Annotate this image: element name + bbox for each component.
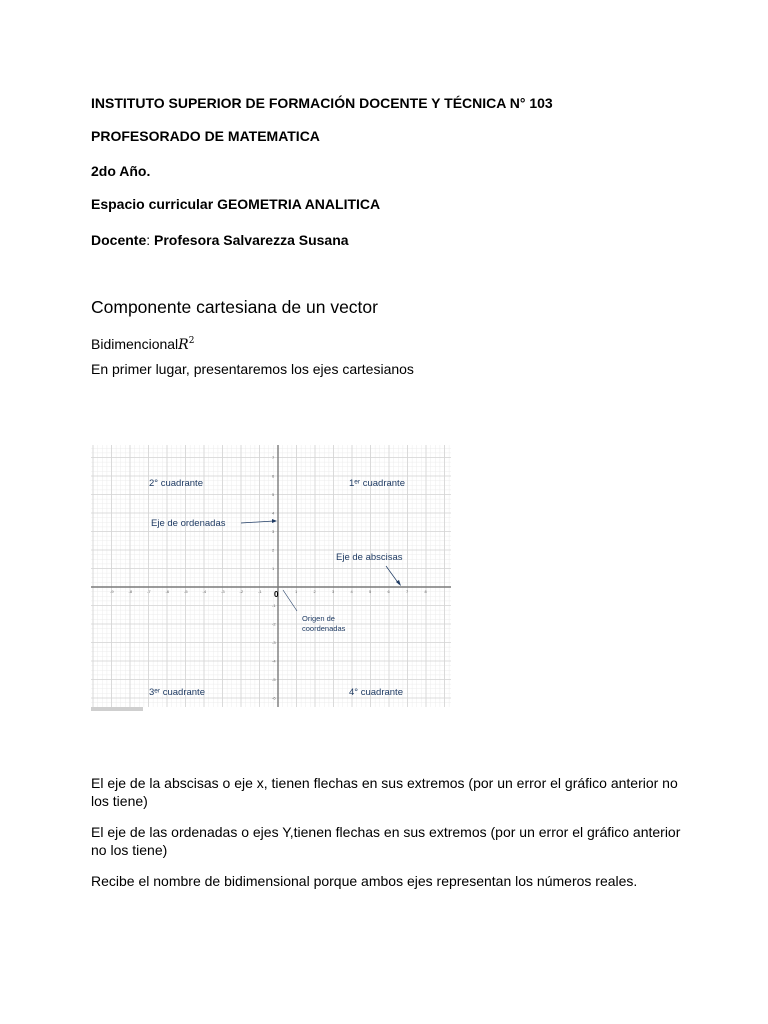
y-tick-label: 2 xyxy=(272,547,275,553)
x-tick-label: -5 xyxy=(184,589,188,594)
y-tick-label: 1 xyxy=(272,566,275,571)
origin-zero-label: 0 xyxy=(274,590,279,599)
origin-label-line2: coordenadas xyxy=(302,624,346,633)
quadrant-2-label: 2° cuadrante xyxy=(149,478,203,489)
cartesian-axes-figure xyxy=(91,445,451,711)
subject-prefix: Espacio curricular xyxy=(91,196,218,212)
x-tick-label: 5 xyxy=(369,589,372,594)
r-symbol: R xyxy=(178,337,189,353)
subject-line xyxy=(91,196,380,212)
subject-name: GEOMETRIA ANALITICA xyxy=(217,196,381,212)
y-tick-label: 5 xyxy=(272,492,275,497)
teacher-line xyxy=(91,232,349,248)
y-tick-label: 7 xyxy=(272,455,275,460)
y-tick-label: -6 xyxy=(272,695,276,701)
y-axis-label: Eje de ordenadas xyxy=(151,518,226,529)
y-tick-label: -4 xyxy=(272,658,276,664)
intro-text: En primer lugar, presentaremos los ejes cartesianos xyxy=(91,361,414,377)
paragraph-1: El eje de la abscisas o eje x, tienen flechas en sus extremos (por un error el gráfico anterior no los tiene) xyxy=(91,775,678,809)
r2-math xyxy=(178,337,194,353)
paragraph-2: El eje de las ordenadas o ejes Y,tienen flechas en sus extremos (por un error el gráfico anterior no los tiene) xyxy=(91,824,681,858)
subtitle-line xyxy=(91,332,691,354)
paragraph-3: Recibe el nombre de bidimensional porque ambos ejes representan los números reales. xyxy=(91,873,638,889)
cartesian-plane-svg xyxy=(91,445,451,711)
x-tick-label: -6 xyxy=(165,589,170,594)
teacher-name: Profesora Salvarezza Susana xyxy=(154,232,349,248)
x-tick-label: -3 xyxy=(221,589,225,594)
y-tick-label: -3 xyxy=(272,640,276,645)
institute-title: INSTITUTO SUPERIOR DE FORMACIÓN DOCENTE Y TÉCNICA N° 103 xyxy=(91,95,553,111)
y-tick-label: -5 xyxy=(272,677,276,682)
x-tick-label: 7 xyxy=(406,589,409,594)
y-tick-label: 6 xyxy=(272,473,275,479)
quadrant-3-label: 3ᵉʳ cuadrante xyxy=(149,687,205,698)
x-tick-label: -4 xyxy=(202,589,207,594)
subtitle-text: Bidimencional xyxy=(91,336,179,352)
x-tick-label: 4 xyxy=(350,589,353,594)
x-tick-label: -8 xyxy=(128,589,133,594)
y-tick-label: -2 xyxy=(272,621,276,627)
figure-bottom-strip xyxy=(91,707,143,711)
x-tick-label: -7 xyxy=(147,589,151,594)
x-tick-label: 6 xyxy=(387,589,390,594)
x-tick-label: 3 xyxy=(332,589,335,594)
section-title: Componente cartesiana de un vector xyxy=(91,297,378,317)
x-axis-label: Eje de abscisas xyxy=(336,552,403,563)
x-tick-label: 8 xyxy=(424,589,427,594)
x-tick-label: -1 xyxy=(258,589,262,594)
origin-label-line1: Origen de xyxy=(302,614,335,623)
teacher-label: Docente xyxy=(91,232,147,248)
x-tick-label: -9 xyxy=(110,589,114,594)
r-exponent: 2 xyxy=(188,336,195,346)
quadrant-4-label: 4° cuadrante xyxy=(349,687,403,698)
y-tick-label: 4 xyxy=(272,510,275,516)
x-tick-label: 2 xyxy=(313,589,316,594)
quadrant-1-label: 1ᵉʳ cuadrante xyxy=(349,478,405,489)
program-title: PROFESORADO DE MATEMATICA xyxy=(91,128,320,144)
x-tick-label: -2 xyxy=(239,589,244,594)
teacher-separator: : xyxy=(146,232,155,248)
y-tick-label: -1 xyxy=(272,603,276,608)
year-label: 2do Año. xyxy=(91,163,151,179)
x-tick-label: 1 xyxy=(295,589,298,594)
y-tick-label: 3 xyxy=(272,529,275,534)
